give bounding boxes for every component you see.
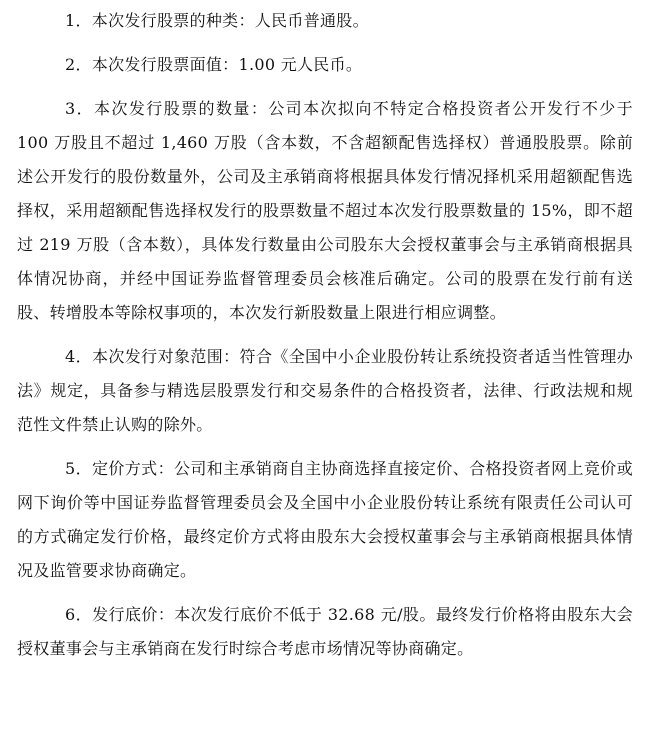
- paragraph-pricing-method: 5．定价方式：公司和主承销商自主协商选择直接定价、合格投资者网上竞价或网下询价等中国证券监督管理委员会及全国中小企业股份转让系统有限责任公司认可的方式确定发行价格，最终定价方式将由股东大会授权董事会与主承销商根据具体情况及监管要求协商确定。: [17, 459, 633, 580]
- paragraph-issue-quantity: 3．本次发行股票的数量：公司本次拟向不特定合格投资者公开发行不少于 100 万股且不超过 1,460 万股（含本数，不含超额配售选择权）普通股股票。除前述公开发行的股份数量外，公司及主承销商将根据具体发行情况择机采用超额配售选择权，采用超额配售选择权发行的股票数量不超过本次发行股票数量的 15%，即不超过 219 万股（含本数），具体发行数量由公司股东大会授权董事会与主承销商根据具体情况协商，并经中国证券监督管理委员会核准后确定。公司的股票在发行前有送股、转增股本等除权事项的，本次发行新股数量上限进行相应调整。: [17, 99, 633, 322]
- paragraph-target-investors: 4．本次发行对象范围：符合《全国中小企业股份转让系统投资者适当性管理办法》规定，具备参与精选层股票发行和交易条件的合格投资者，法律、行政法规和规范性文件禁止认购的除外。: [17, 347, 633, 434]
- paragraph-stock-type: 1．本次发行股票的种类：人民币普通股。: [65, 11, 369, 30]
- paragraph-par-value: 2．本次发行股票面值：1.00 元人民币。: [65, 55, 363, 74]
- paragraph-floor-price: 6．发行底价：本次发行底价不低于 32.68 元/股。最终发行价格将由股东大会授权董事会与主承销商在发行时综合考虑市场情况等协商确定。: [17, 605, 633, 658]
